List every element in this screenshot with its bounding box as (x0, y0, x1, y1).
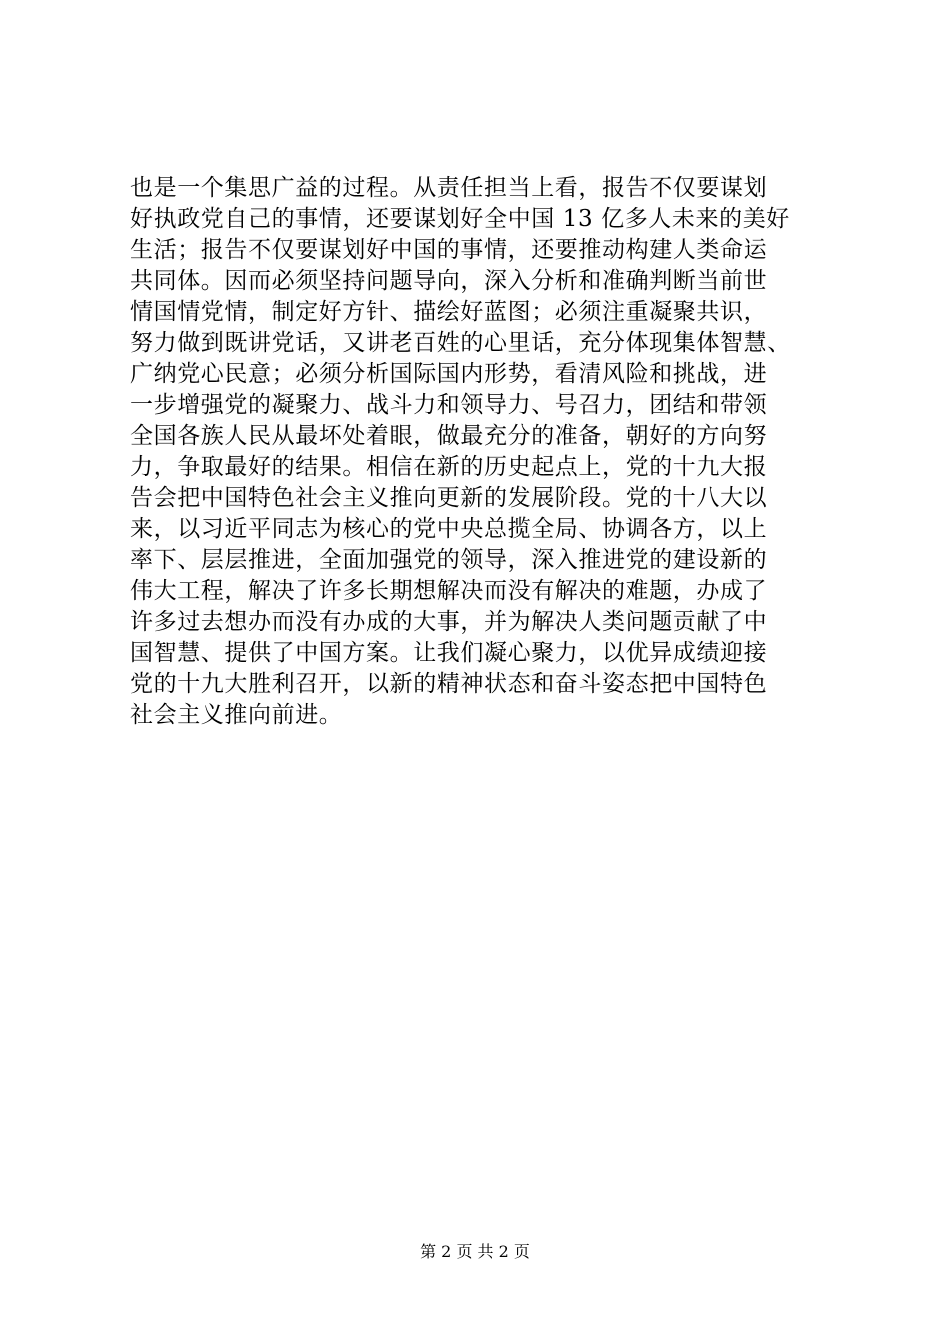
text-line: 率下、层层推进，全面加强党的领导，深入推进党的建设新的 (130, 547, 768, 573)
text-line: 来，以习近平同志为核心的党中央总揽全局、协调各方，以上 (130, 516, 768, 542)
text-line: 共同体。因而必须坚持问题导向，深入分析和准确判断当前世 (130, 268, 768, 294)
text-line: 告会把中国特色社会主义推向更新的发展阶段。党的十八大以 (130, 485, 768, 511)
page-number-label: 第 2 页 共 2 页 (420, 1242, 530, 1261)
text-line: 党的十九大胜利召开，以新的精神状态和奋斗姿态把中国特色 (130, 671, 768, 697)
text-line: 广纳党心民意；必须分析国际国内形势，看清风险和挑战，进 (130, 361, 768, 387)
text-line: 力，争取最好的结果。相信在新的历史起点上，党的十九大报 (130, 454, 768, 480)
text-line: 好执政党自己的事情，还要谋划好全中国 13 亿多人未来的美好 (130, 206, 790, 232)
text-line: 一步增强党的凝聚力、战斗力和领导力、号召力，团结和带领 (130, 392, 768, 418)
text-line: 国智慧、提供了中国方案。让我们凝心聚力，以优异成绩迎接 (130, 640, 768, 666)
text-line: 许多过去想办而没有办成的大事，并为解决人类问题贡献了中 (130, 609, 768, 635)
text-line: 全国各族人民从最坏处着眼，做最充分的准备，朝好的方向努 (130, 423, 768, 449)
text-line: 也是一个集思广益的过程。从责任担当上看，报告不仅要谋划 (130, 175, 768, 201)
page-footer (0, 1240, 950, 1264)
text-line: 社会主义推向前进。 (130, 702, 343, 728)
body-paragraph (130, 173, 830, 731)
text-line: 生活；报告不仅要谋划好中国的事情，还要推动构建人类命运 (130, 237, 768, 263)
text-line: 伟大工程，解决了许多长期想解决而没有解决的难题，办成了 (130, 578, 768, 604)
text-line: 情国情党情，制定好方针、描绘好蓝图；必须注重凝聚共识， (130, 299, 768, 325)
text-line: 努力做到既讲党话，又讲老百姓的心里话，充分体现集体智慧、 (130, 330, 791, 356)
